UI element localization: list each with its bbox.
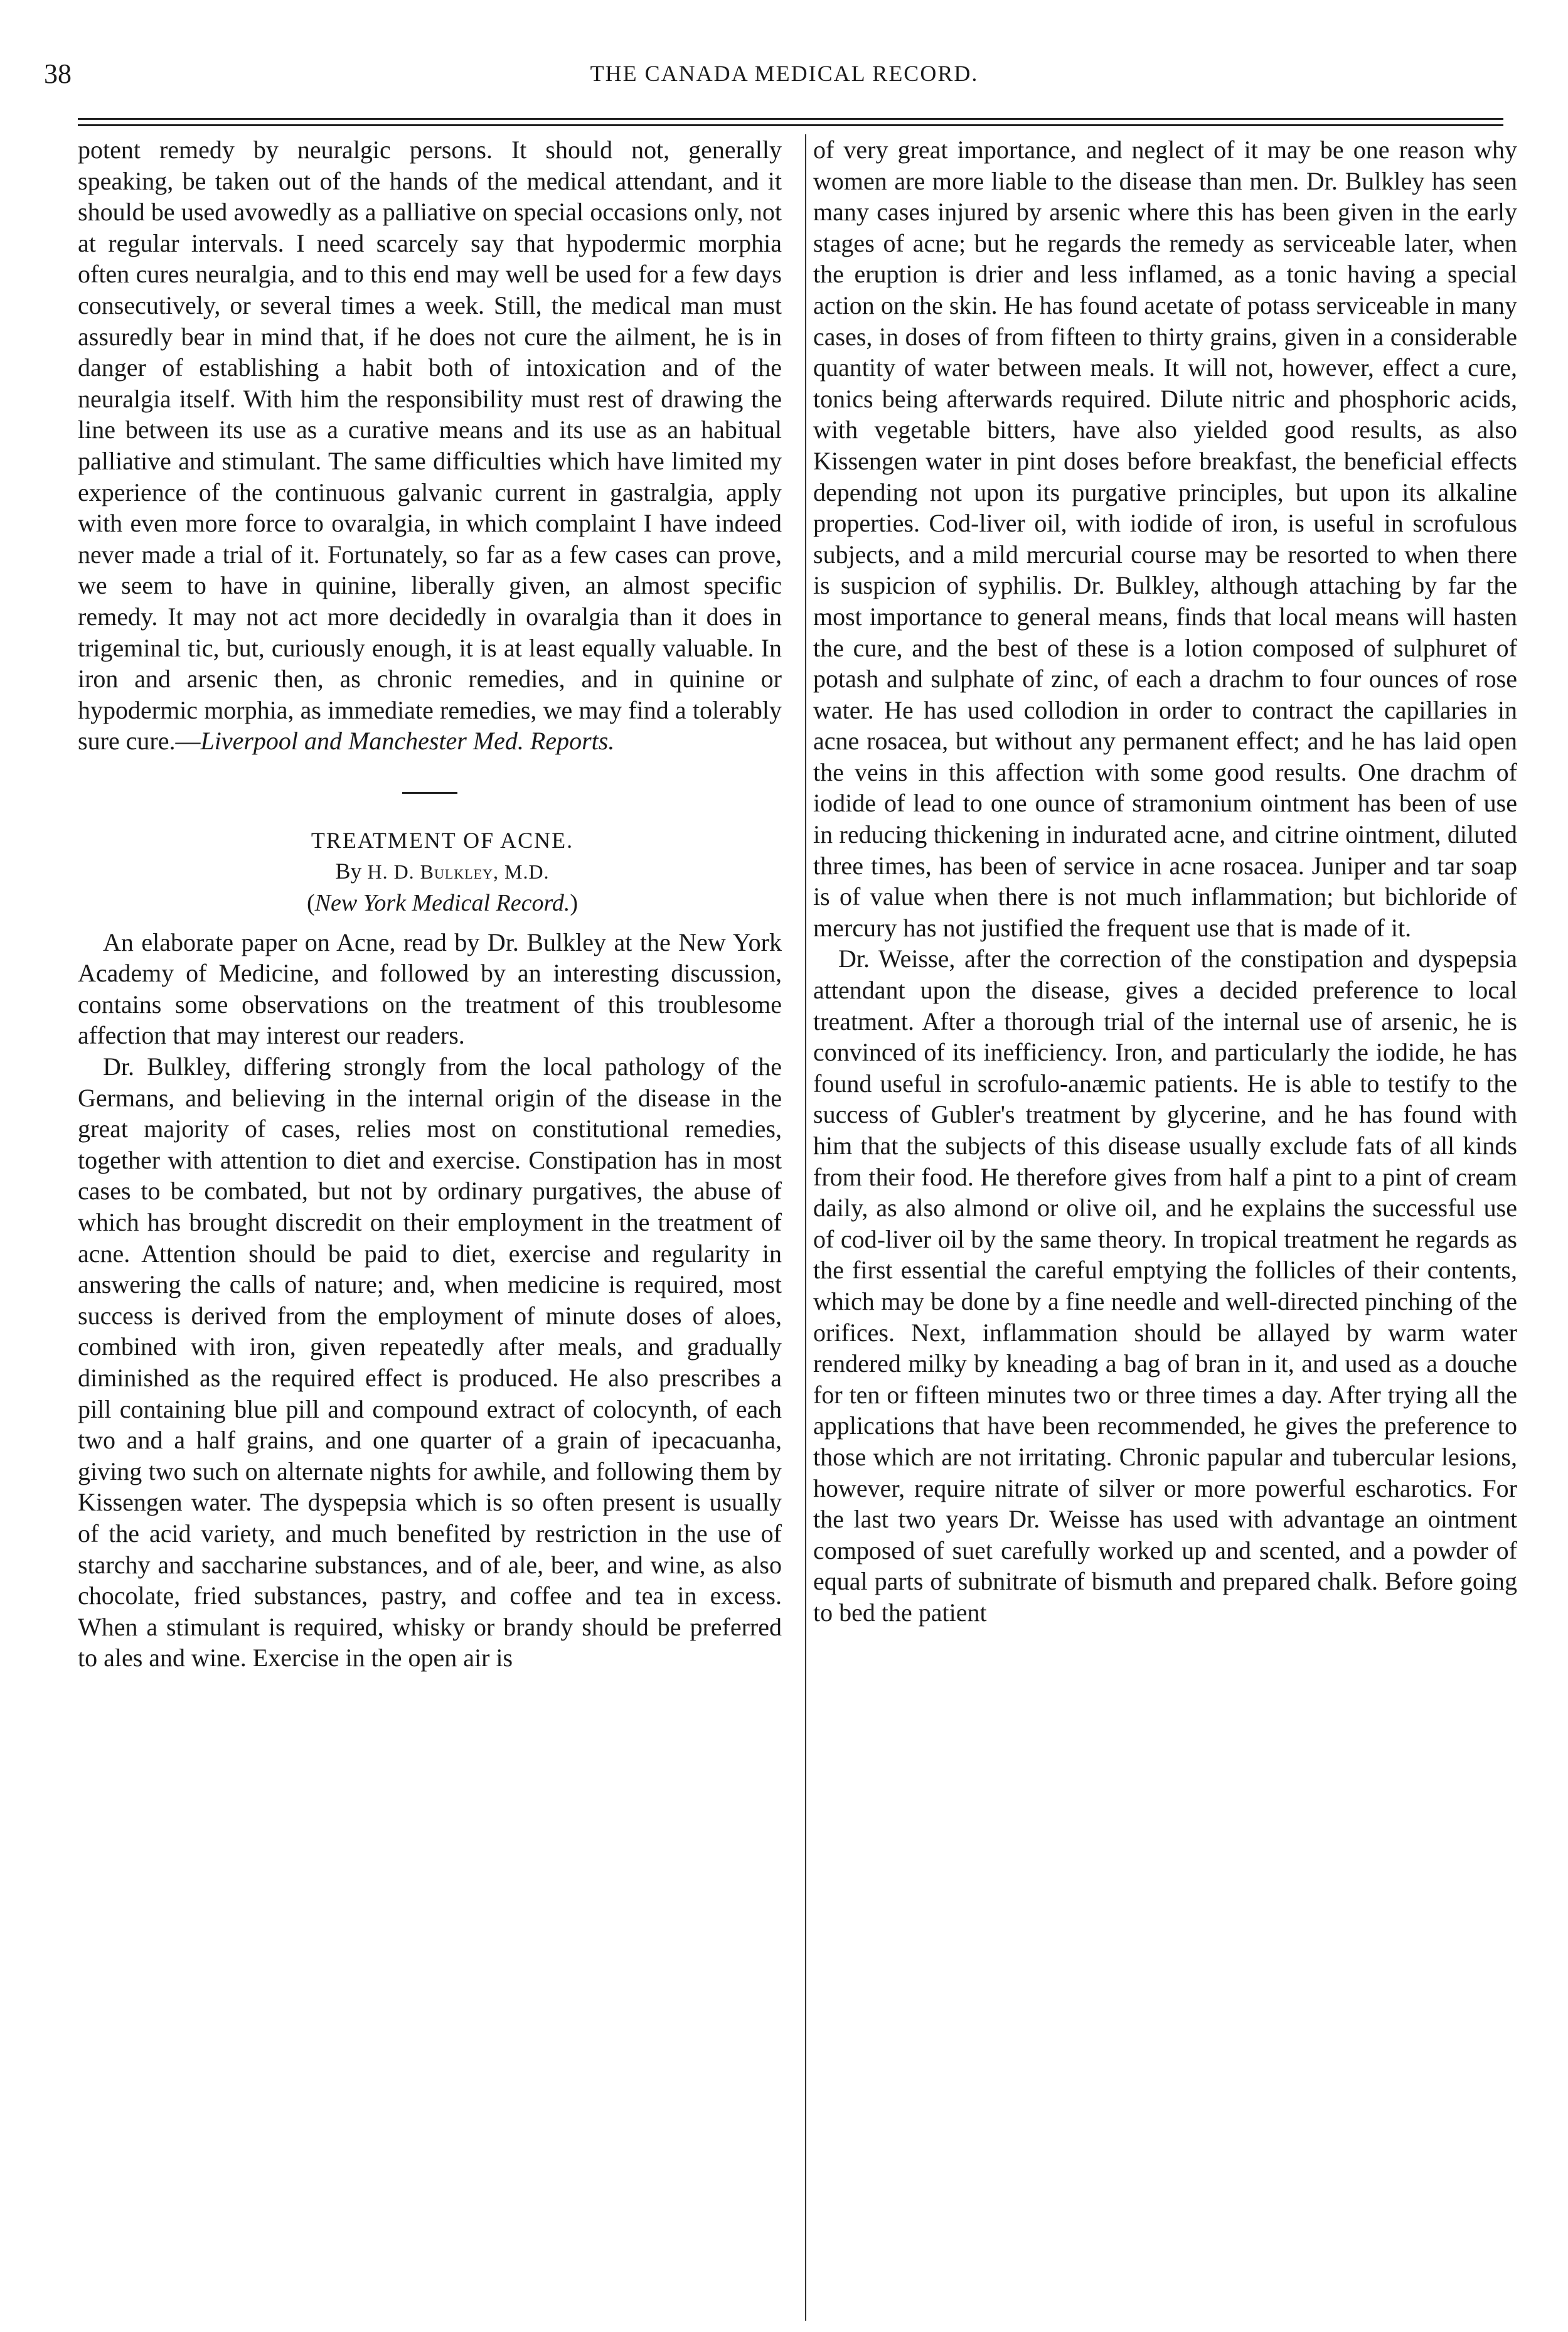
section-separator (402, 792, 457, 794)
byline-author: H. D. Bulkley, M.D. (367, 860, 550, 884)
article-paragraph: Dr. Weisse, after the correction of the constipation and dyspepsia attendant upon the disease, gives a decided preference to local treatment. After a thorough trial of the internal use of arsenic, he is convinced of its inefficiency. Iron, and particularly the iodide, he has found useful in scrofulo-anæmic patients. He is able to testify to the success of Gubler's treatment by glycerine, and he has found with him that the subjects of this disease usually exclude fats of all kinds from their food. He therefore gives from half a pint to a pint of cream daily, as also almond or olive oil, and he explains the successful use of cod-liver oil by the same theory. In tropical treatment he regards as the first essential the careful emptying the follicles of their contents, which may be done by a fine needle and well-directed pinching of the orifices. Next, inflammation should be allayed by warm water rendered milky by kneading a bag of bran in it, and used as a douche for ten or fifteen minutes two or three times a day. After trying all the applications that have been recommended, he gives the preference to those which are not irritating. Chronic papular and tubercular lesions, however, require nitrate of silver or more powerful escharotics. For the last two years Dr. Weisse has used with advantage an ointment composed of suet carefully worked up and scented, and a powder of equal parts of subnitrate of bismuth and prepared chalk. Before going to bed the patient (813, 944, 1517, 1627)
page-number: 38 (44, 58, 72, 89)
left-column (78, 134, 782, 1674)
source-publication: New York Medical Record. (314, 890, 570, 917)
header-rule-top (78, 118, 1503, 120)
article-title: TREATMENT OF ACNE. (311, 827, 574, 853)
right-column (813, 134, 1517, 1629)
continued-paragraph: of very great importance, and neglect of it may be one reason why women are more liable to the disease than men. Dr. Bulkley has seen many cases injured by arsenic where this has been given in the early stages of acne; but he regards the remedy as serviceable later, when the eruption is drier and less inflamed, as a tonic having a special action on the skin. He has found acetate of potass serviceable in many cases, in doses of from fifteen to thirty grains, given in a considerable quantity of water between meals. It will not, however, effect a cure, tonics being afterwards required. Dilute nitric and phosphoric acids, with vegetable bitters, have also yielded good results, as also Kissengen water in pint doses before breakfast, the beneficial effects depending not upon its purgative principles, but upon its alkaline properties. Cod-liver oil, with iodide of iron, is useful in scrofulous subjects, and a mild mercurial course may be resorted to when there is suspicion of syphilis. Dr. Bulkley, although attaching by far the most importance to general means, finds that local means will hasten the cure, and the best of these is a lotion composed of sulphuret of potash and sulphate of zinc, of each a drachm to four ounces of rose water. He has used collodion in order to contract the capillaries in acne rosacea, but without any permanent effect; and he has laid open the veins in this affection with some good results. One drachm of iodide of lead to one ounce of stramonium ointment has been of use in reducing thickening in indurated acne, and citrine ointment, diluted three times, has been of service in acne rosacea. Juniper and tar soap is of value when there is not much inflammation; but bichloride of mercury has not justified the frequent use that is made of it. (813, 136, 1517, 942)
article-paragraph: Dr. Bulkley, differing strongly from the local pathology of the Germans, and believing in the internal origin of the disease in the great majority of cases, relies most on constitutional remedies, together with attention to diet and exercise. Constipation has in most cases to be combated, but not by ordinary purgatives, the abuse of which has brought discredit on their employment in the treatment of acne. Attention should be paid to diet, exercise and regularity in answering the calls of nature; and, when medicine is required, most success is derived from the employment of minute doses of aloes, combined with iron, given repeatedly after meals, and gradually diminished as the required effect is produced. He also prescribes a pill containing blue pill and compound extract of colocynth, of each two and a half grains, and one quarter of a grain of ipecacuanha, giving two such on alternate nights for awhile, and following them by Kissengen water. The dyspepsia which is so often present is usually of the acid variety, and much benefited by restriction in the use of starchy and saccharine substances, and of ale, beer, and wine, as also chocolate, fried substances, pastry, and coffee and tea in excess. When a stimulant is required, whisky or brandy should be preferred to ales and wine. Exercise in the open air is (78, 1052, 782, 1672)
continued-paragraph-text: potent remedy by neuralgic persons. It should not, generally speaking, be taken out of the hands of the medical attendant, and it should be used avowedly as a palliative on special occasions only, not at regular intervals. I need scarcely say that hypodermic morphia often cures neuralgia, and to this end may well be used for a few days consecutively, or several times a week. Still, the medical man must assuredly bear in mind that, if he does not cure the ailment, he is in danger of establishing a habit both of intoxication and of the neuralgia itself. With him the responsibility must rest of drawing the line between its use as a curative means and its use as an habitual palliative and stimulant. The same difficulties which have limited my experience of the continuous galvanic current in gastralgia, apply with even more force to ovaralgia, in which complaint I have indeed never made a trial of it. Fortunately, so far as a few cases can prove, we seem to have in quinine, liberally given, an almost specific remedy. It may not act more decidedly in ovaralgia than it does in trigeminal tic, but, curiously enough, it is at least equally valuable. In iron and arsenic then, as chronic remedies, and in quinine or hypodermic morphia, as immediate remedies, we may find a tolerably sure cure.— (78, 136, 782, 756)
article-intro-paragraph: An elaborate paper on Acne, read by Dr. Bulkley at the New York Academy of Medicine, and followed by an interesting discussion, contains some observations on the treatment of this troublesome affection that may interest our readers. (78, 928, 782, 1050)
article-byline (78, 856, 782, 888)
byline-prefix: By (335, 858, 362, 884)
source-citation: Liverpool and Manchester Med. Reports. (200, 727, 615, 756)
header-rule-bottom (78, 124, 1503, 126)
page-header (44, 58, 1525, 95)
column-divider (805, 134, 806, 2321)
continued-paragraph (78, 134, 782, 757)
running-title: THE CANADA MEDICAL RECORD. (590, 61, 979, 86)
article-source: (New York Medical Record.) (307, 890, 578, 917)
